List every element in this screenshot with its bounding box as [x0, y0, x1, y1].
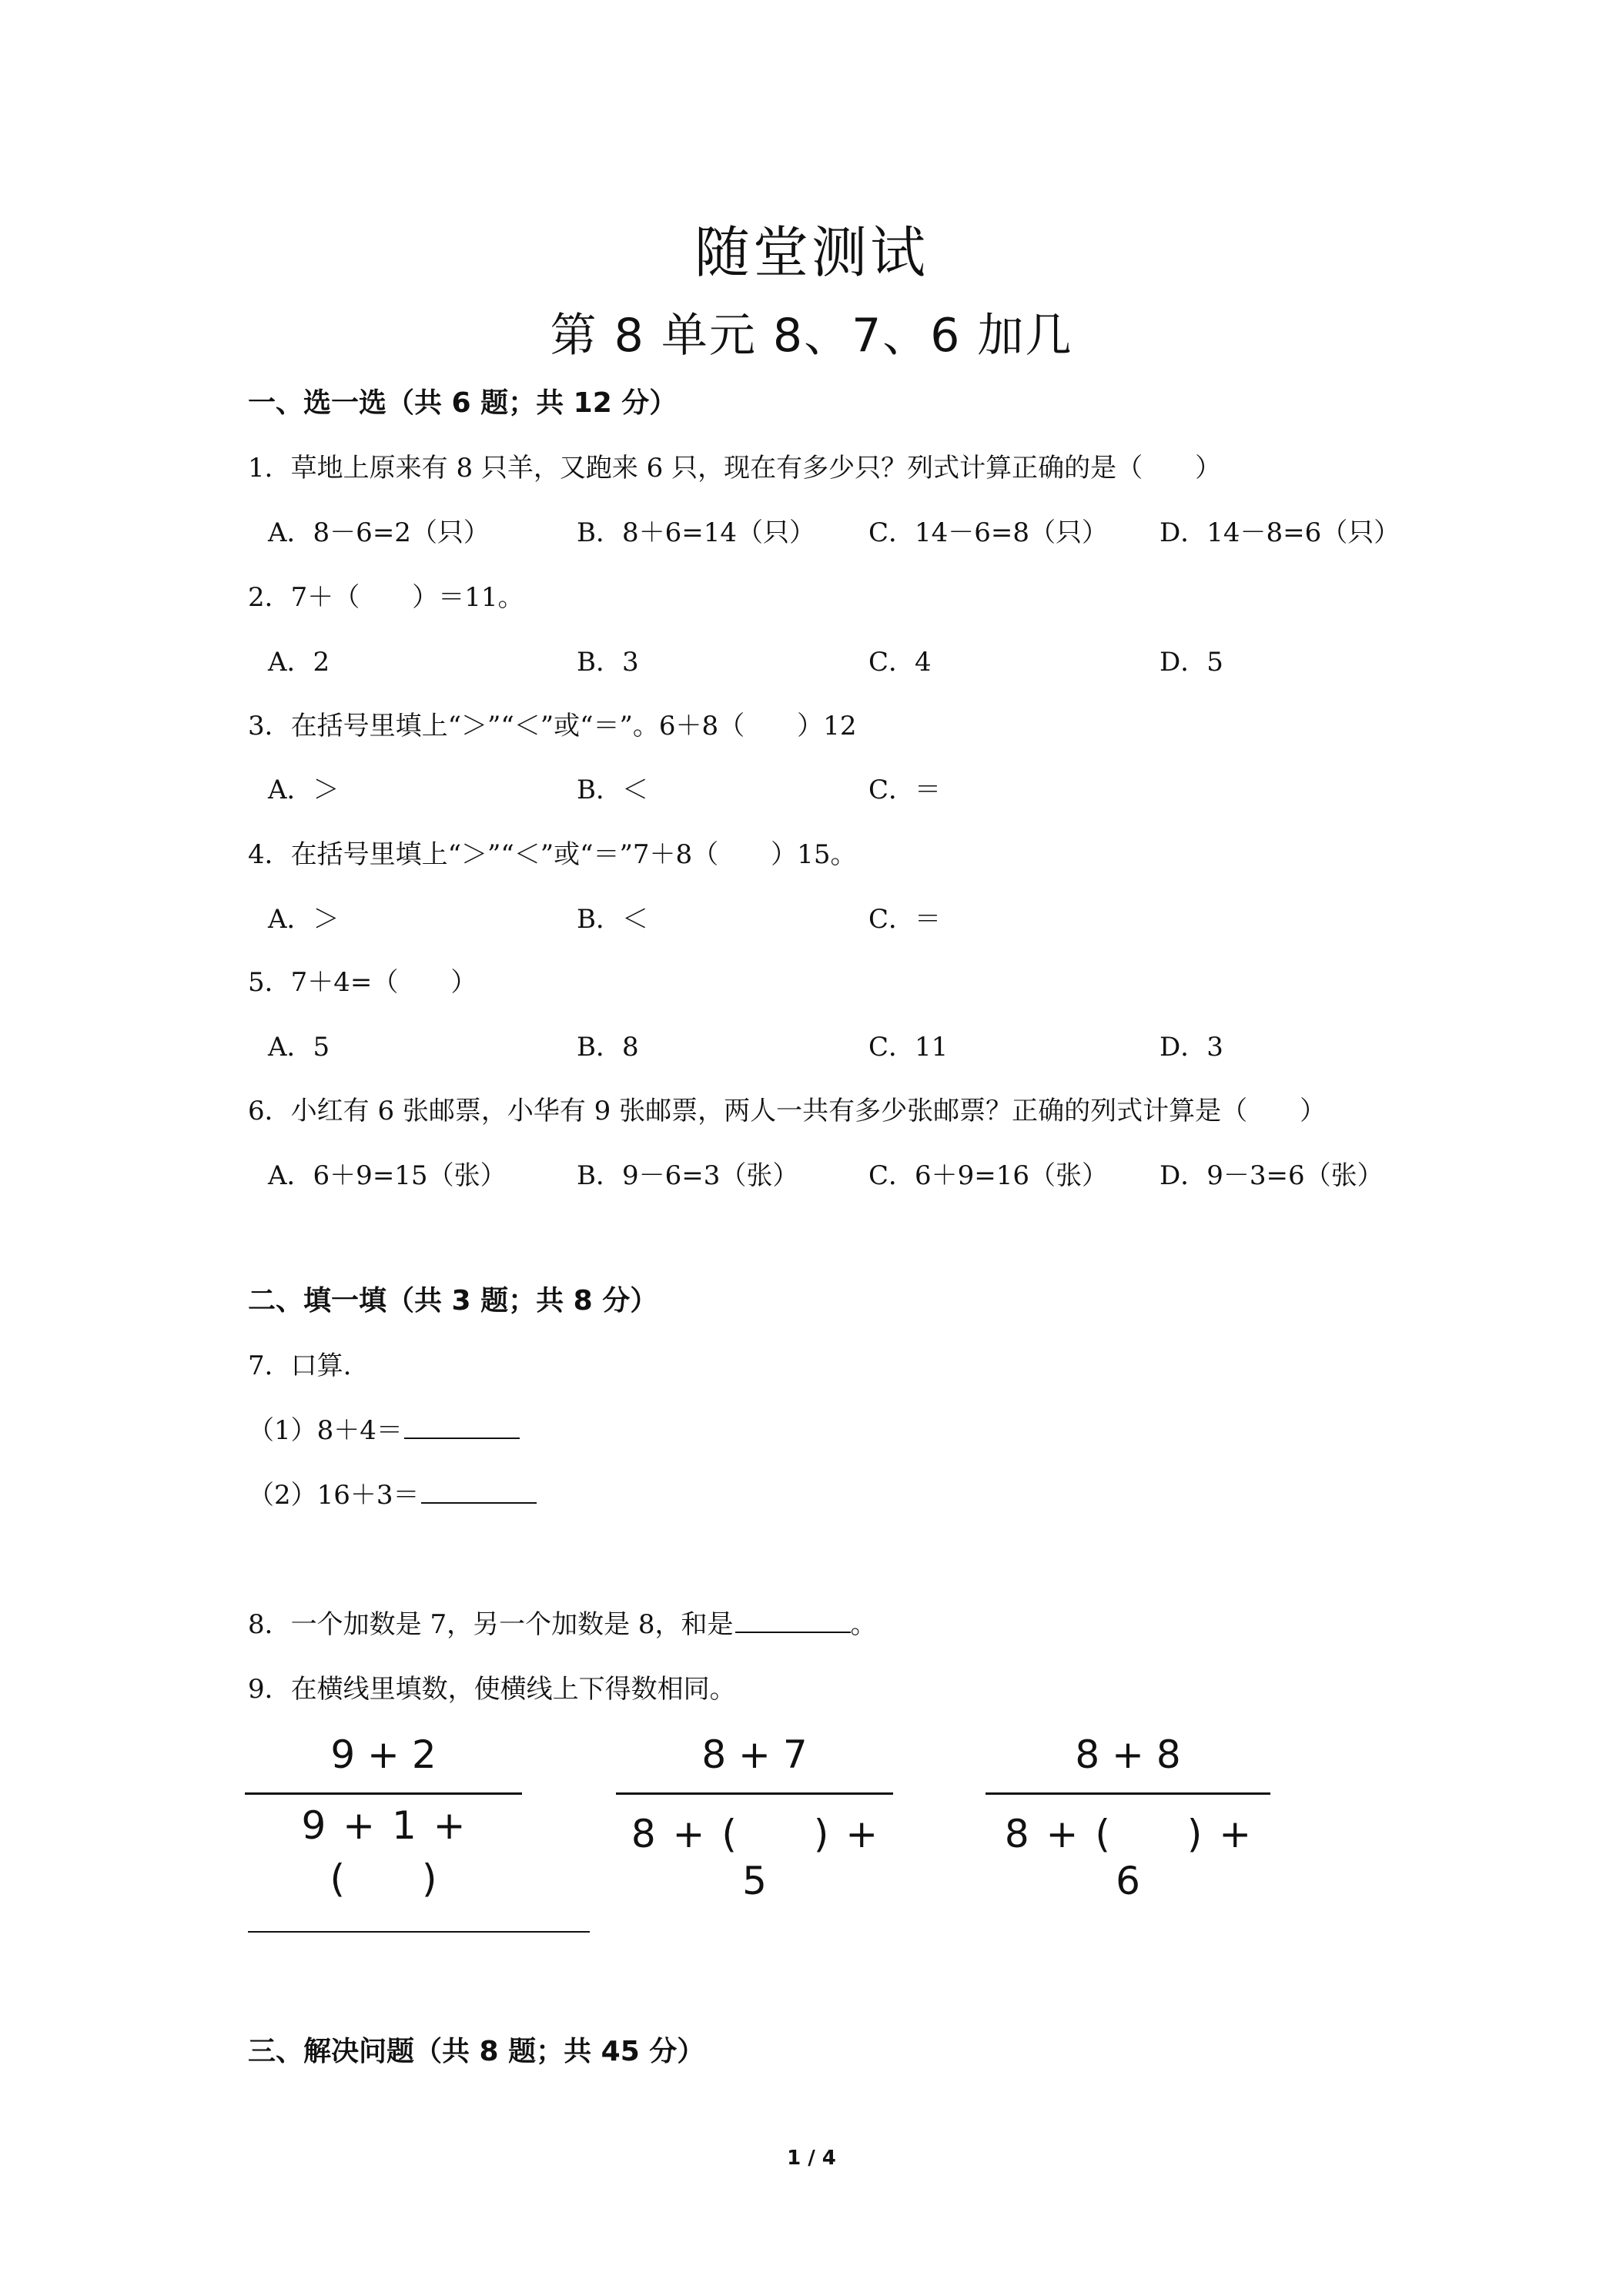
q9-answer-line[interactable] — [248, 1931, 590, 1933]
q9-fraction-1-bottom[interactable]: 9 + 1 + ( ) — [301, 1803, 466, 1901]
q9-fraction-1-bar — [245, 1792, 522, 1795]
section-heading-fill: 二、填一填（共 3 题；共 8 分） — [248, 1285, 658, 1317]
q3-option-b: B．＜ — [577, 775, 648, 805]
page-title: 随堂测试 — [694, 220, 929, 285]
q5-option-c: C．11 — [868, 1032, 949, 1063]
section-heading-solve: 三、解决问题（共 8 题；共 45 分） — [248, 2036, 705, 2067]
q6-option-b: B．9－6=3（张） — [577, 1160, 799, 1191]
q4-option-b: B．＜ — [577, 904, 648, 935]
q9-fraction-2-bottom[interactable]: 8 + ( ) + 5 — [631, 1812, 878, 1903]
q7-part-1-blank[interactable] — [404, 1414, 520, 1439]
question-7: 7．口算. — [248, 1350, 352, 1381]
q5-option-b: B．8 — [577, 1032, 639, 1063]
question-1: 1．草地上原来有 8 只羊，又跑来 6 只，现在有多少只？列式计算正确的是（ ） — [248, 453, 1222, 484]
q2-option-c: C．4 — [868, 647, 932, 678]
q8-blank[interactable] — [735, 1608, 851, 1633]
question-3: 3．在括号里填上“＞”“＜”或“＝”。6＋8（ ）12 — [248, 711, 857, 741]
q3-option-a: A．＞ — [268, 775, 340, 805]
q1-option-d: D．14－8=6（只） — [1160, 517, 1400, 548]
question-9: 9．在横线里填数，使横线上下得数相同。 — [248, 1674, 736, 1705]
q1-option-a: A．8－6=2（只） — [268, 517, 490, 548]
q2-option-d: D．5 — [1160, 647, 1223, 678]
q7-part-2 — [248, 1474, 537, 1511]
q7-part-1-text: （1）8＋4＝ — [248, 1415, 403, 1446]
page-number: 1 / 4 — [787, 2147, 836, 2170]
q1-option-c: C．14－6=8（只） — [868, 517, 1109, 548]
q8-text: 8．一个加数是 7，另一个加数是 8，和是 — [248, 1609, 734, 1640]
q6-option-a: A．6＋9=15（张） — [268, 1160, 507, 1191]
q9-fraction-3-bottom[interactable]: 8 + ( ) + 6 — [1004, 1812, 1252, 1903]
q9-fraction-2-bar — [616, 1792, 893, 1795]
q6-option-d: D．9－3=6（张） — [1160, 1160, 1384, 1191]
q6-option-c: C．6＋9=16（张） — [868, 1160, 1109, 1191]
q2-option-a: A．2 — [268, 647, 330, 678]
page-subtitle: 第 8 单元 8、7、6 加几 — [550, 309, 1073, 363]
q2-option-b: B．3 — [577, 647, 639, 678]
section-heading-choice: 一、选一选（共 6 题；共 12 分） — [248, 387, 678, 419]
q5-option-a: A．5 — [268, 1032, 330, 1063]
q7-part-2-text: （2）16＋3＝ — [248, 1480, 420, 1511]
question-8 — [248, 1603, 877, 1641]
question-5: 5．7＋4=（ ） — [248, 967, 477, 998]
q9-fraction-1-top: 9 + 2 — [330, 1732, 437, 1777]
q1-option-b: B．8＋6=14（只） — [577, 517, 816, 548]
q9-fraction-3-bar — [986, 1792, 1270, 1795]
q9-fraction-3-top: 8 + 8 — [1075, 1732, 1181, 1777]
q4-option-c: C．＝ — [868, 904, 942, 935]
question-4: 4．在括号里填上“＞”“＜”或“＝”7＋8（ ）15。 — [248, 839, 857, 870]
q7-part-1 — [248, 1409, 520, 1447]
question-6: 6．小红有 6 张邮票，小华有 9 张邮票，两人一共有多少张邮票？正确的列式计算是（ ） — [248, 1096, 1327, 1126]
q9-fraction-2-top: 8 + 7 — [701, 1732, 808, 1777]
q8-text-end: 。 — [850, 1609, 877, 1640]
question-2: 2．7＋（ ）＝11。 — [248, 582, 524, 613]
q5-option-d: D．3 — [1160, 1032, 1223, 1063]
q4-option-a: A．＞ — [268, 904, 340, 935]
q3-option-c: C．＝ — [868, 775, 942, 805]
q7-part-2-blank[interactable] — [421, 1479, 537, 1504]
